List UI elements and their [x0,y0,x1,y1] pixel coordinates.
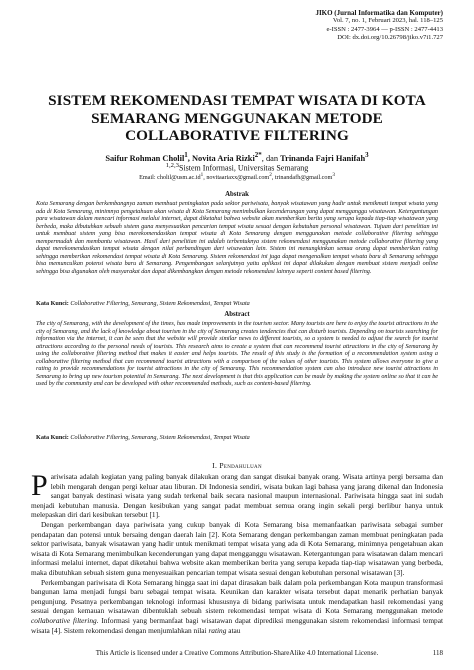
keywords-text: Collaborative Filtering, Semarang, Sistem Rekomendasi, Tempat Wisata [68,300,250,307]
email-line: Email: $cholil@usm.ac.id^1$, novitaariaxx@gmail.com$^2$, trinandafh@gmail.com$^3$ [139,172,335,182]
keywords-label: Kata Kunci: [36,434,69,441]
paragraph-italic: collaborative filtering [31,615,97,625]
journal-volume: Vol. 7, no. 1, Februari 2023, hal. 118–125 [332,17,443,25]
author-separator: , [187,153,192,163]
paper-title: SISTEM REKOMENDASI TEMPAT WISATA DI KOTA SEMARANG MENGGUNAKAN METODE COLLABORATIVE FILTERING [48,92,426,144]
paragraph-text: atau [226,625,241,635]
section-number: I. [212,461,218,470]
keywords-text: Collaborative Filtering, Semarang, Sistem Rekomendasi, Tempat Wisata [68,434,250,441]
abstrak-heading: Abstrak [225,191,249,198]
paragraph-italic: rating [208,625,227,635]
paragraph: Dengan perkembangan daya pariwisata yang cukup banyak di Kota Semarang bisa memanfaatkan pariwisata sebagai sumber pendapatan dan potensi untuk bersaing dengan daerah lain [2]. Kota Semarang dengan perkembangan zaman membuat peningkatan pada sektor pariwisata, banyak wisatawan yang hadir untuk menikmati tempat wisata yang ada di Kota Semarang, minimnya pengetahuan akan wisata di Kota Semarang menimbulkan kecenderungan yang dapat mengganggu wisatawan. Ketergantungan para wisatawan dalam mencari informasi melalui internet, dapat diketahui bahwa website akan memberikan berita yang serupa kepada tiap-tiap wisatawan yang berbeda, maka dibutuhkan sebuah sistem guna menyesuaikan pencarian tempat wisata sesuai dengan kebutuhan personal wisatawan [3]. [31,519,443,577]
email-address: cholil@usm.ac.id [157,174,201,182]
paragraph-text: ariwisata adalah kegiatan yang paling banyak dilakukan orang dan sangat disukai banyak orang. Wisata artinya pergi bersama dan lebih mengarah dengan pergi keluar atau liburan. Di Indonesia sendiri, wisata bukan lagi bahasa yang jarang dikenal dan Indonesia sangat banyak destinasi wisata yang sudah terkenal baik secara nasional maupun internasional. Pariwisata hingga saat ini sudah menjadi kebutuhan manusia. Dengan kesibukan yang sangat padat membuat semua orang ingin sekali pergi berlibur hanya untuk melepaskan diri dari kesibukan tersebut [1]. [31,472,443,520]
journal-name: JIKO (Jurnal Informatika dan Komputer) [315,9,443,17]
author-name: Novita Aria Rizki [191,153,255,163]
paragraph-text: . Informasi yang bermanfaat bagi wisatawan dapat diprediksi menggunakan sistem rekomendasi informasi tempat wisata [4]. Sistem rekomendasi dengan menjumlahkan nilai [31,615,444,635]
email-address: trinandafh@gmail.com [274,174,333,182]
affiliation-sup: 1,2,3 [165,162,179,169]
section-heading [31,461,443,470]
email-sup: 3 [332,172,335,178]
email-address: novitaariaxx@gmail.com [206,174,270,182]
author-separator: , dan [261,153,281,163]
author-sup: 3 [365,151,369,159]
keywords-label: Kata Kunci: [36,300,69,307]
section-title: Pendahuluan [219,461,262,470]
paragraph [31,469,443,520]
email-label: Email: [139,174,158,182]
email-sup: 2 [269,172,272,178]
abstract-heading: Abstract [224,311,250,318]
affiliation-text: Sistem Informasi, Universitas Semarang [179,163,309,173]
body-text [31,469,444,635]
abstrak-text: Kota Semarang dengan berkembangnya zaman membuat peningkatan pada sektor pariwisata, banyak wisatawan yang hadir untuk menikmati tempat wisata yang ada di Kota Semarang, minimnya pengetahuan akan wisata di Kota Semarang menimbulkan kecenderungan yang dapat mengganggu wisatawan. Ketergantungan para wisatawan dalam mencari informasi melalui internet, dapat diketahui bahwa website akan memberikan berita yang serupa kepada tiap-tiap wisatawan yang berbeda, maka dibutuhkan sebuah sistem guna menyesuaikan pencarian tempat wisata sesuai dengan kebutuhan personal wisatawan. Tujuan dari penelitian ini untuk membuat sistem yang bisa merekomendasikan tempat wisata di Kota Semarang dengan menggunakan metode collaborative filtering sehingga mempermudah dan membantu wisatawan. Hasil dari penelitian ini adalah terbentuknya sistem rekomendasi menggunakan metode collaborative filtering yang dapat merekomendasikan tempat wisata dengan nilai perbandingan dari wisawatan lain. Sistem ini menungkinkan semua orang dapat memberikan rating sehingga memberikan rekomendasi tempat wisata di Kota Semarang. Sistem rekomendasi ini juga dapat mengenalkan tempat wisata baru di Semarang sehingga bisa memunculkan potensi wisata baru di Semarang. Pengembangan selanjutnya yaitu aplikasi ini dapat dilakukan dengan membuat sistem menjadi online sehingga bisa digunakan oleh masyarakat dan dapat dikembangkan dengan metode rekomendasi lainnya seperti content based filtering. [36,201,438,275]
author-sup: 2* [254,151,262,159]
email-sup: 1 [200,172,204,178]
abstract-keywords [36,434,438,442]
author-name: Saifur Rohman Cholil [105,153,185,163]
abstrak-keywords [36,300,438,308]
author-name: Trinanda Fajri Hanifah [280,153,366,163]
author-sup: 1 [184,151,188,159]
license-text: This Article is licensed under a Creative Commons Attribution-ShareAlike 4.0 International License. [95,649,379,657]
journal-header [315,9,443,43]
paragraph-text: Perkembangan pariwisata di Kota Semarang hingga saat ini dapat dirasakan baik dalam pola perkembangan Kota maupun transformasi bangunan lama menjadi fungsi baru sebagai tempat wisata. Keunikan dan karakter wisata tersebut dapat menarik perhatian banyak pengunjung. Pesatnya perkembangan teknologi informasi khususnya di bidang pariwisata untuk mendapatkan hasil rekomendasi yang sesuai dengan kemauan wisatawan dibentuklah sebuah sistem rekomendasi tempat wisata di Kota Semarang menggunakan metode [31,577,443,616]
journal-issn: e-ISSN : 2477-3964 — p-ISSN : 2477-4413 [326,25,443,33]
page-number: 118 [432,649,443,657]
paragraph [31,578,443,636]
drop-cap: P [31,469,48,502]
journal-doi: DOI: dx.doi.org/10.26798/jiko.v7i1.727 [337,34,443,42]
abstract-text: The city of Semarang, with the development of the times, has made improvements in the tourism sector. Many tourists are here to enjoy the tourist attractions in the city of Semarang, and the lack of knowledge about tourism in the city of Semarang creates tendencies that can disturb tourists. Depending on tourists searching for information via the internet, it can be seen that the website will provide similar news to different tourists, so a system is needed to adjust the search for tourist attractions according to the personal needs of tourists. This research aims to create a system that can recommend tourist attractions in the city of Semarang by using the collaborative filtering method that makes it easier and helps tourists. The result of this study is the formation of a recommendation system using a collaborative filtering method that can recommend tourist attractions with a comparison of the values of other tourists. This system allows everyone to give a rating to provide recommendations for tourist attractions in the city of Semarang. This recommendation system can also introduce new tourist attractions in Semarang to bring up new tourism potential in Semarang. The next development is that this application can be made by making the system online so that it can be used by the community and can be developed with other recommended methods, such as content-based filtering. [36,321,438,388]
